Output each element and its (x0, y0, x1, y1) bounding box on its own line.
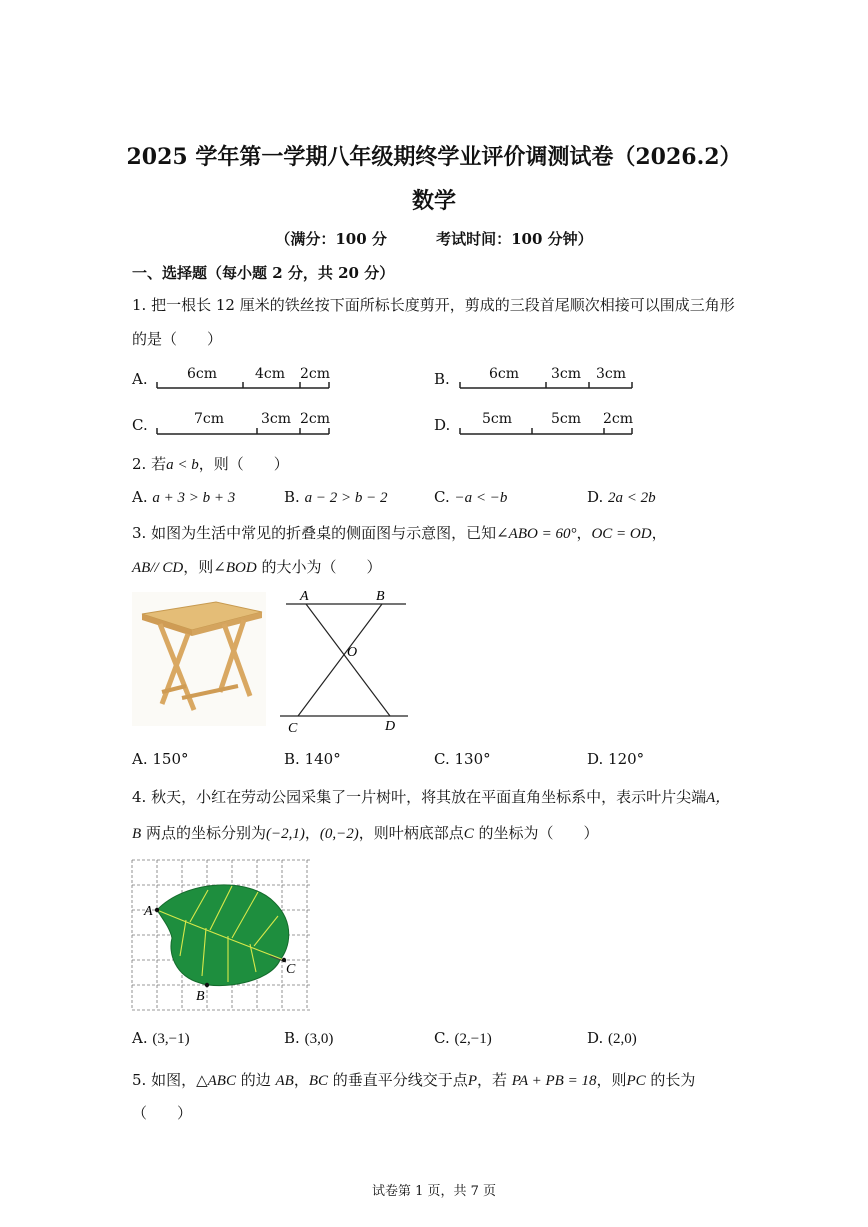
q2-option-d-expr: 2a < 2b (608, 490, 656, 506)
q2-option-b-letter: B. (284, 488, 300, 506)
q3-oc-od: OC = OD (591, 526, 652, 542)
q3-option-d (587, 750, 644, 768)
q4-line2-d: ， (304, 824, 320, 842)
q5-side-ab: AB (275, 1073, 294, 1089)
q4-option-c (434, 1029, 492, 1048)
q2-option-c-letter: C. (434, 488, 450, 506)
q1-c-seg3: 2cm (300, 411, 331, 427)
q4-option-d-value: (2,0) (608, 1031, 637, 1047)
q1-a-seg1: 6cm (187, 366, 218, 382)
leaf-label-a: A (144, 904, 153, 919)
q2-option-a (132, 488, 235, 507)
q3-line1-c: ， (576, 524, 592, 542)
subject-title: 数学 (411, 188, 456, 214)
q3-line1-e: ， (651, 524, 667, 542)
label-c: C (288, 721, 298, 736)
q1-c-seg1: 7cm (194, 411, 225, 427)
q2-option-b-expr: a − 2 > b − 2 (304, 490, 388, 506)
leaf-label-c: C (286, 962, 296, 977)
exam-title: 2025 学年第一学期八年级期终学业评价调测试卷（2026.2） (126, 144, 742, 170)
q3-option-d-value: 120° (608, 750, 645, 768)
q2-option-c-expr: −a < −b (454, 490, 508, 506)
q4-option-c-letter: C. (434, 1029, 450, 1047)
q1-b-seg1: 6cm (489, 366, 520, 382)
q2-prefix: 2. 若 (132, 455, 167, 473)
q2-text (132, 453, 289, 476)
q3-option-a (132, 750, 189, 768)
q4-line2-f: ，则叶柄底部点 (358, 824, 464, 842)
exam-meta (0, 228, 868, 249)
q1-option-a-letter: A. (132, 370, 148, 388)
q2-option-c (434, 488, 507, 507)
q2-option-a-expr: a + 3 > b + 3 (152, 490, 236, 506)
q2-option-d-letter: D. (587, 488, 604, 506)
q3-line1-a: 3. 如图为生活中常见的折叠桌的侧面图与示意图，已知 (132, 524, 497, 542)
q2-option-d (587, 488, 656, 507)
q4-option-b (284, 1029, 333, 1048)
q2-option-a-letter: A. (132, 488, 148, 506)
q5-line1-c: 的边 (235, 1071, 276, 1089)
q3-angle-abo: ∠ABO = 60° (496, 526, 577, 542)
q1-text-line2: 的是（ ） (132, 330, 223, 348)
q5-line1-i: ，若 (476, 1071, 512, 1089)
q1-d-seg1: 5cm (482, 411, 513, 427)
section-heading: 一、选择题（每小题 2 分，共 20 分） (132, 264, 395, 282)
q1-option-d-letter: D. (434, 416, 451, 434)
leaf-label-b: B (196, 989, 205, 1004)
q5-line1-g: 的垂直平分线交于点 (328, 1071, 468, 1089)
q5-line1-a: 5. 如图， (132, 1071, 197, 1089)
q5-line1-m: 的长为 (645, 1071, 696, 1089)
q4-line1: 4. 秋天，小红在劳动公园采集了一片树叶，将其放在平面直角坐标系中，表示叶片尖端 (132, 788, 707, 806)
q4-option-b-letter: B. (284, 1029, 300, 1047)
full-score: （满分：100 分 (275, 230, 387, 248)
q3-option-a-letter: A. (132, 750, 148, 768)
leaf-grid-diagram (130, 858, 314, 1014)
q4-option-c-value: (2,−1) (454, 1031, 492, 1047)
q1-text-line1: 1. 把一根长 12 厘米的铁丝按下面所标长度剪开，剪成的三段首尾顺次相接可以围成三角形 (132, 296, 735, 314)
q4-option-a (132, 1029, 190, 1048)
label-o: O (347, 645, 358, 660)
q3-angle-bod: ∠BOD (213, 560, 257, 576)
q5-pc: PC (626, 1073, 646, 1089)
q5-text-line1 (132, 1069, 695, 1092)
label-d: D (385, 719, 396, 734)
q3-option-b (284, 750, 341, 768)
q1-d-seg3: 2cm (603, 411, 634, 427)
q3-option-c (434, 750, 491, 768)
q3-parallel: AB// CD (132, 560, 184, 576)
page-footer: 试卷第 1 页，共 7 页 (371, 1184, 497, 1199)
q1-a-seg3: 2cm (300, 366, 331, 382)
q1-option-c-letter: C. (132, 416, 148, 434)
q4-option-a-letter: A. (132, 1029, 148, 1047)
q4-option-d (587, 1029, 637, 1048)
q3-geometry-diagram (278, 586, 410, 736)
q4-line2-b: 两点的坐标分别为 (141, 824, 266, 842)
q4-option-d-letter: D. (587, 1029, 604, 1047)
q3-line2-b: ，则 (183, 558, 214, 576)
q5-line1-k: ，则 (596, 1071, 627, 1089)
q3-text-line1 (132, 522, 667, 545)
q4-line2-h: 的坐标为（ ） (473, 824, 599, 842)
q2-option-b (284, 488, 387, 507)
q5-text-line2: （ ） (132, 1104, 193, 1122)
exam-time: 考试时间：100 分钟） (436, 230, 593, 248)
q4-coord-b: (0,−2) (319, 826, 359, 842)
folding-table-photo (132, 592, 266, 726)
q5-point-p: P (467, 1073, 477, 1089)
q1-b-seg2: 3cm (551, 366, 582, 382)
q2-condition: a < b (166, 457, 199, 473)
q3-option-a-value: 150° (152, 750, 189, 768)
q5-triangle: △ABC (196, 1073, 236, 1089)
q3-option-c-letter: C. (434, 750, 450, 768)
q4-point-b: B (132, 826, 142, 842)
q3-option-b-letter: B. (284, 750, 300, 768)
q5-side-bc: BC (308, 1073, 329, 1089)
q4-text-line2 (132, 822, 599, 845)
leaf-shape (157, 885, 289, 986)
q4-text-line1 (132, 786, 730, 809)
q4-coord-a: (−2,1) (265, 826, 305, 842)
q1-d-seg2: 5cm (551, 411, 582, 427)
q4-point-a: A， (706, 790, 731, 806)
q4-point-c: C (463, 826, 474, 842)
q3-option-d-letter: D. (587, 750, 604, 768)
q1-a-seg2: 4cm (255, 366, 286, 382)
q3-option-c-value: 130° (454, 750, 491, 768)
label-b: B (376, 589, 385, 604)
q3-line2-d: 的大小为（ ） (256, 558, 382, 576)
q3-option-b-value: 140° (304, 750, 341, 768)
q5-line1-e: ， (293, 1071, 309, 1089)
q4-option-a-value: (3,−1) (152, 1031, 190, 1047)
q1-c-seg2: 3cm (261, 411, 292, 427)
q1-option-b-letter: B. (434, 370, 450, 388)
q5-condition: PA + PB = 18 (511, 1073, 597, 1089)
q2-suffix: ，则（ ） (198, 455, 289, 473)
label-a: A (300, 589, 309, 604)
q4-option-b-value: (3,0) (304, 1031, 334, 1047)
q3-text-line2 (132, 556, 381, 579)
q1-b-seg3: 3cm (596, 366, 627, 382)
